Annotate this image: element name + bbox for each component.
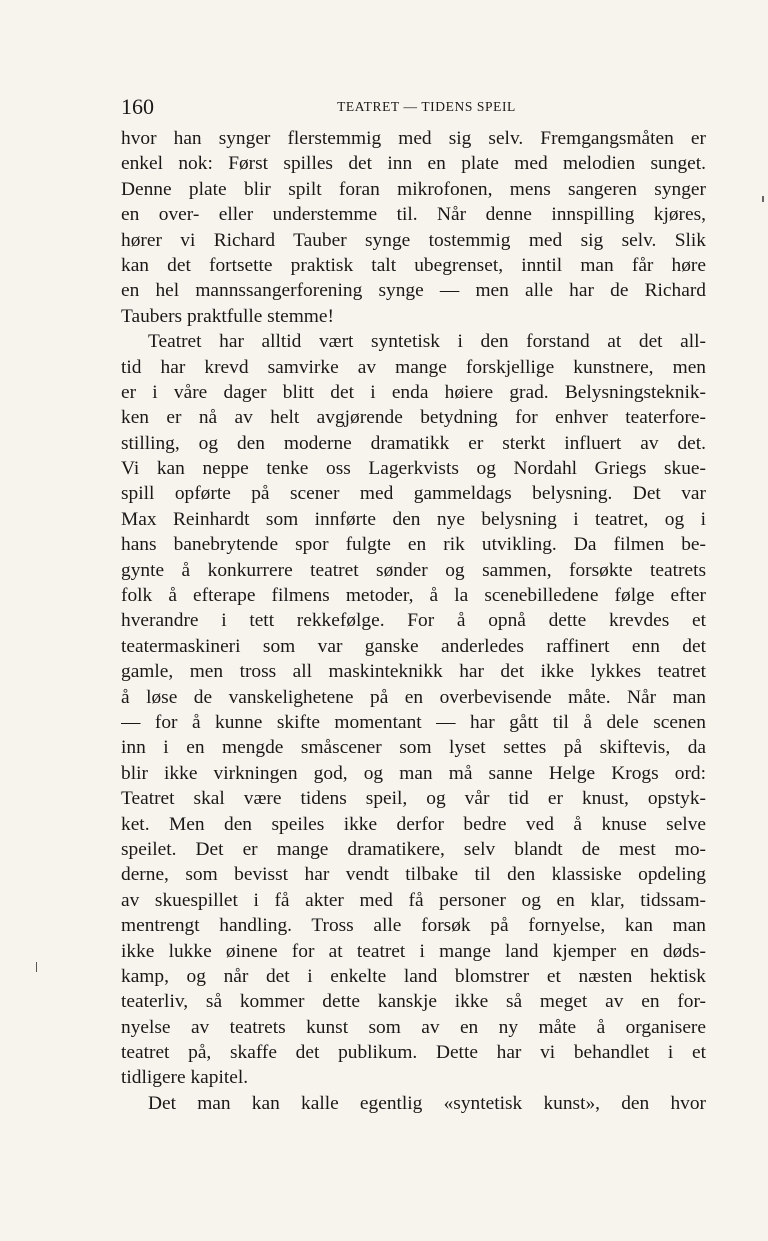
text-line: — for å kunne skifte momentant — har gått til å dele scenen	[121, 711, 706, 733]
text-line: gynte å konkurrere teatret sønder og sammen, forsøkte teatrets	[121, 559, 706, 581]
text-line: Taubers praktfulle stemme!	[121, 305, 334, 327]
text-line: å løse de vanskelighetene på en overbevisende måte. Når man	[121, 686, 706, 708]
text-line: Denne plate blir spilt foran mikrofonen, mens sangeren synger	[121, 178, 706, 200]
text-line: spill opførte på scener med gammeldags belysning. Det var	[121, 483, 706, 505]
text-line: Teatret skal være tidens speil, og vår tid er knust, opstyk-	[121, 788, 706, 810]
text-line: Teatret har alltid vært syntetisk i den forstand at det all-	[148, 331, 706, 353]
text-line: Vi kan neppe tenke oss Lagerkvists og Nordahl Griegs skue-	[121, 458, 706, 480]
text-line: inn i en mengde småscener som lyset settes på skiftevis, da	[121, 737, 706, 759]
text-line: tid har krevd samvirke av mange forskjellige kunstnere, men	[121, 356, 706, 378]
running-title: TEATRET — TIDENS SPEIL	[337, 99, 516, 114]
text-line: folk å efterape filmens metoder, å la scenebilledene følge efter	[121, 585, 706, 607]
text-line: ket. Men den speiles ikke derfor bedre ved å knuse selve	[121, 813, 706, 835]
margin-mark	[762, 196, 764, 202]
text-line: Det man kan kalle egentlig «syntetisk kunst», den hvor	[148, 1092, 706, 1114]
text-line: derne, som bevisst har vendt tilbake til den klassiske opdeling	[121, 864, 706, 886]
text-line: er i våre dager blitt det i enda høiere grad. Belysningsteknik-	[121, 381, 706, 403]
text-line: teatret på, skaffe det publikum. Dette har vi behandlet i et	[121, 1042, 706, 1064]
text-line: en over- eller understemme til. Når denne innspilling kjøres,	[121, 204, 706, 226]
text-line: ikke lukke øinene for at teatret i mange land kjemper en døds-	[121, 940, 706, 962]
text-line: kamp, og når det i enkelte land blomstrer et næsten hektisk	[121, 965, 706, 987]
text-line: ken er nå av helt avgjørende betydning for enhver teaterfore-	[121, 407, 706, 429]
text-line: gamle, men tross all maskinteknikk har det ikke lykkes teatret	[121, 661, 706, 683]
text-line: enkel nok: Først spilles det inn en plate med melodien sunget.	[121, 153, 706, 175]
text-line: Max Reinhardt som innførte den nye belysning i teatret, og i	[121, 508, 706, 530]
text-line: teatermaskineri som var ganske anderledes raffinert enn det	[121, 635, 706, 657]
text-line: av skuespillet i få akter med få personer og en klar, tidssam-	[121, 889, 706, 911]
text-line: hans banebrytende spor fulgte en rik utvikling. Da filmen be-	[121, 534, 706, 556]
text-line: mentrengt handling. Tross alle forsøk på fornyelse, kan man	[121, 915, 706, 937]
text-line: stilling, og den moderne dramatikk er sterkt influert av det.	[121, 432, 706, 454]
text-line: en hel mannssangerforening synge — men alle har de Richard	[121, 280, 706, 302]
text-line: hverandre i tett rekkefølge. For å opnå dette krevdes et	[121, 610, 706, 632]
text-line: nyelse av teatrets kunst som av en ny måte å organisere	[121, 1016, 706, 1038]
margin-mark	[36, 962, 37, 972]
running-head	[121, 94, 706, 120]
body-text	[121, 126, 706, 1116]
text-line: kan det fortsette praktisk talt ubegrenset, inntil man får høre	[121, 254, 706, 276]
text-line: blir ikke virkningen god, og man må sanne Helge Krogs ord:	[121, 762, 706, 784]
text-line: speilet. Det er mange dramatikere, selv blandt de mest mo-	[121, 838, 706, 860]
text-line: teaterliv, så kommer dette kanskje ikke så meget av en for-	[121, 991, 706, 1013]
text-line: hører vi Richard Tauber synge tostemmig med sig selv. Slik	[121, 229, 706, 251]
text-line: tidligere kapitel.	[121, 1067, 249, 1089]
text-line: hvor han synger flerstemmig med sig selv. Fremgangsmåten er	[121, 128, 706, 149]
page-number: 160	[121, 94, 154, 119]
